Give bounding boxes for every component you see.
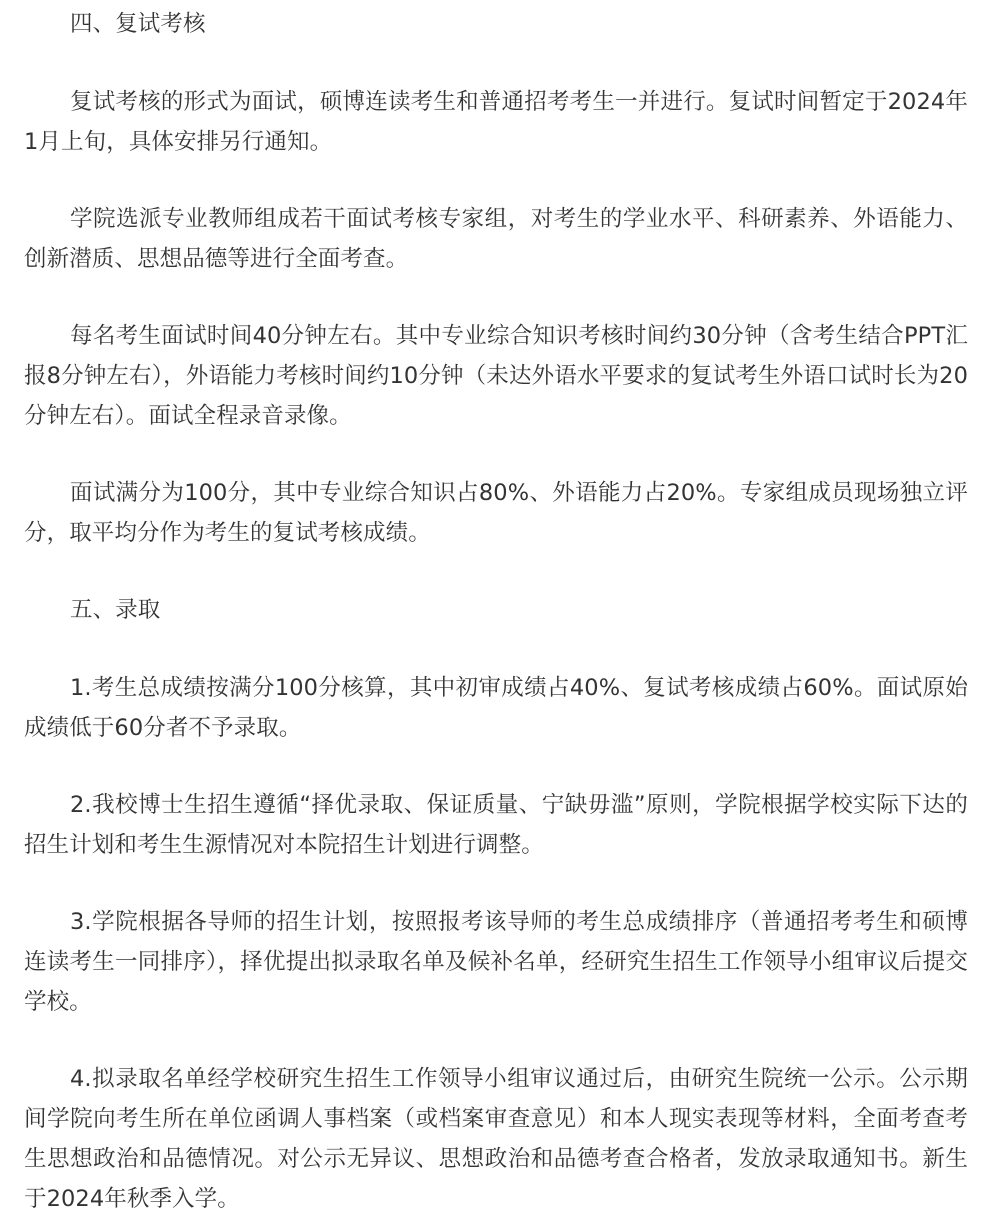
paragraph-admission-2: 2.我校博士生招生遵循“择优录取、保证质量、宁缺毋滥”原则，学院根据学校实际下达的招生计划和考生生源情况对本院招生计划进行调整。 [24,792,968,858]
paragraph-admission-3: 3.学院根据各导师的招生计划，按照报考该导师的考生总成绩排序（普通招考考生和硕博连读考生一同排序），择优提出拟录取名单及候补名单，经研究生招生工作领导小组审议后提交学校。 [24,909,968,1015]
paragraph-retest-format: 复试考核的形式为面试，硕博连读考生和普通招考考生一并进行。复试时间暂定于2024年1月上旬，具体安排另行通知。 [24,89,968,155]
paragraph-expert-panel: 学院选派专业教师组成若干面试考核专家组，对考生的学业水平、科研素养、外语能力、创新潜质、思想品德等进行全面考查。 [24,206,968,272]
section-heading-admission: 五、录取 [70,597,161,623]
paragraph-admission-1: 1.考生总成绩按满分100分核算，其中初审成绩占40%、复试考核成绩占60%。面试原始成绩低于60分者不予录取。 [24,675,968,741]
paragraph-interview-duration: 每名考生面试时间40分钟左右。其中专业综合知识考核时间约30分钟（含考生结合PPT汇报8分钟左右），外语能力考核时间约10分钟（未达外语水平要求的复试考生外语口试时长为20分钟左右）。面试全程录音录像。 [24,323,968,429]
paragraph-interview-scoring: 面试满分为100分，其中专业综合知识占80%、外语能力占20%。专家组成员现场独立评分，取平均分作为考生的复试考核成绩。 [24,480,968,546]
section-heading-retest: 四、复试考核 [70,11,206,37]
paragraph-admission-4: 4.拟录取名单经学校研究生招生工作领导小组审议通过后，由研究生院统一公示。公示期间学院向考生所在单位函调人事档案（或档案审查意见）和本人现实表现等材料，全面考查考生思想政治和品德情况。对公示无异议、思想政治和品德考查合格者，发放录取通知书。新生于2024年秋季入学。 [24,1066,968,1212]
